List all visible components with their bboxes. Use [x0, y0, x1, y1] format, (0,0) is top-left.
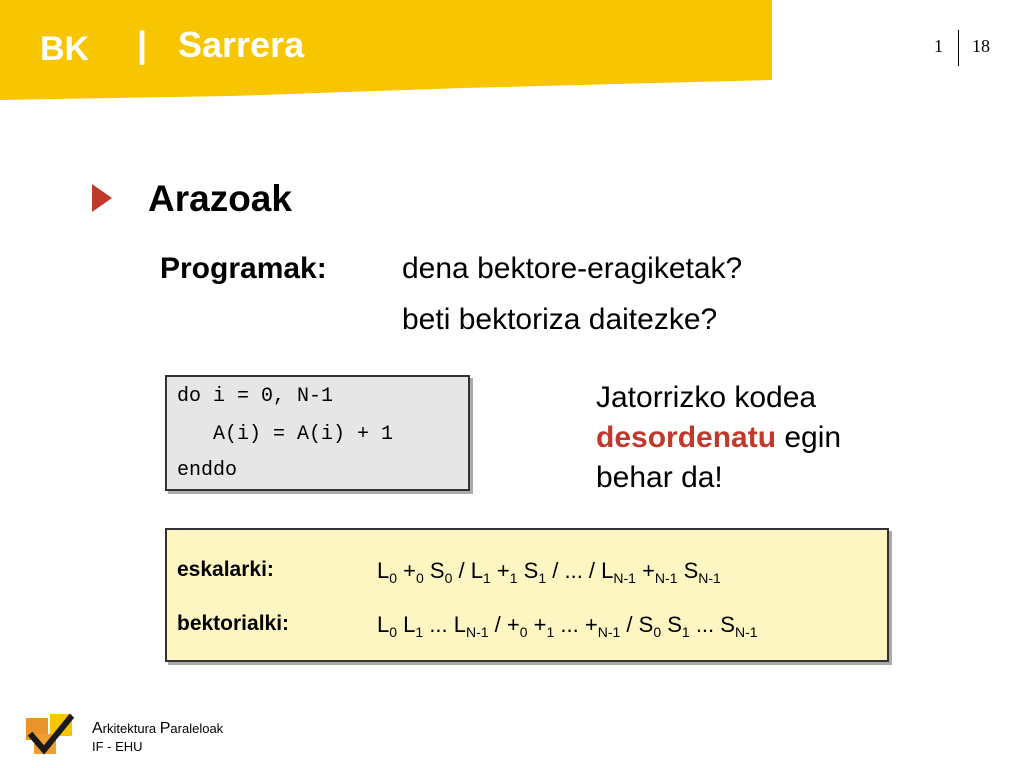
footer-initial-p: P [159, 720, 171, 737]
code-box [165, 375, 470, 491]
formula-term: + [397, 558, 417, 583]
formula-subscript: N-1 [654, 570, 678, 586]
formula-subscript: 0 [416, 570, 424, 586]
formula-term: S [677, 558, 699, 583]
formula-subscript: N-1 [466, 624, 489, 640]
formula-subscript: 0 [444, 570, 453, 586]
code-line: enddo [177, 459, 238, 482]
vector-formula [377, 612, 758, 640]
note-line-2-rest: egin [776, 421, 842, 454]
formula-subscript: 1 [538, 570, 547, 586]
note-line-2 [596, 418, 841, 458]
note-line-1: Jatorrizko kodea [596, 381, 817, 414]
formula-term: S [423, 558, 445, 583]
formula-term: + [490, 558, 510, 583]
footer-line-1 [92, 720, 223, 738]
formula-subscript: N-1 [597, 624, 621, 640]
programs-question-2: beti bektoriza daitezke? [402, 303, 718, 336]
page-total: 18 [972, 36, 990, 56]
formula-term: ... S [689, 612, 735, 637]
formula-term: / + [488, 612, 520, 637]
formula-term: ... + [554, 612, 598, 637]
formula-term: S [517, 558, 539, 583]
formula-term: + [635, 558, 655, 583]
section-title: Arazoak [148, 178, 292, 219]
code-line: do i = 0, N-1 [177, 385, 334, 408]
formula-subscript: 1 [546, 624, 555, 640]
programs-label: Programak: [160, 252, 327, 285]
comparison-box [165, 528, 889, 662]
formula-subscript: 1 [482, 570, 491, 586]
note-accent-word: desordenatu [596, 421, 777, 454]
formula-subscript: 1 [681, 624, 690, 640]
formula-term: L [397, 612, 416, 637]
formula-term: / S [620, 612, 654, 637]
formula-subscript: 0 [653, 624, 662, 640]
scalar-formula [377, 558, 721, 586]
header-band [0, 0, 772, 100]
formula-term: / ... / L [546, 558, 614, 583]
formula-term: / L [452, 558, 483, 583]
footer-line-2: IF - EHU [92, 739, 143, 754]
formula-subscript: 1 [415, 624, 424, 640]
formula-subscript: N-1 [734, 624, 758, 640]
formula-subscript: 0 [519, 624, 528, 640]
programs-question-1: dena bektore-eragiketak? [402, 252, 743, 285]
footer-initial-a: A [92, 720, 103, 737]
triangle-right-icon [92, 184, 112, 212]
formula-subscript: 0 [389, 624, 398, 640]
footer-rest-a: rkitektura [102, 721, 160, 736]
formula-term: L [377, 612, 390, 637]
header-separator: | [137, 24, 148, 65]
page-title: Sarrera [178, 24, 305, 65]
page-divider [958, 30, 959, 66]
brand-label: BK [40, 30, 90, 68]
page-current: 1 [934, 36, 943, 56]
formula-subscript: N-1 [698, 570, 721, 586]
code-line: A(i) = A(i) + 1 [177, 423, 394, 446]
formula-term: L [377, 558, 390, 583]
vector-label: bektorialki: [177, 612, 290, 635]
formula-subscript: 0 [389, 570, 398, 586]
reorder-note [596, 378, 841, 498]
formula-term: S [661, 612, 682, 637]
checkmark-logo-icon [24, 712, 76, 758]
formula-subscript: N-1 [613, 570, 636, 586]
note-line-3: behar da! [596, 461, 723, 494]
formula-term: + [527, 612, 547, 637]
formula-subscript: 1 [509, 570, 518, 586]
scalar-label: eskalarki: [177, 558, 274, 581]
formula-term: ... L [423, 612, 466, 637]
footer-rest-p: araleloak [170, 721, 224, 736]
